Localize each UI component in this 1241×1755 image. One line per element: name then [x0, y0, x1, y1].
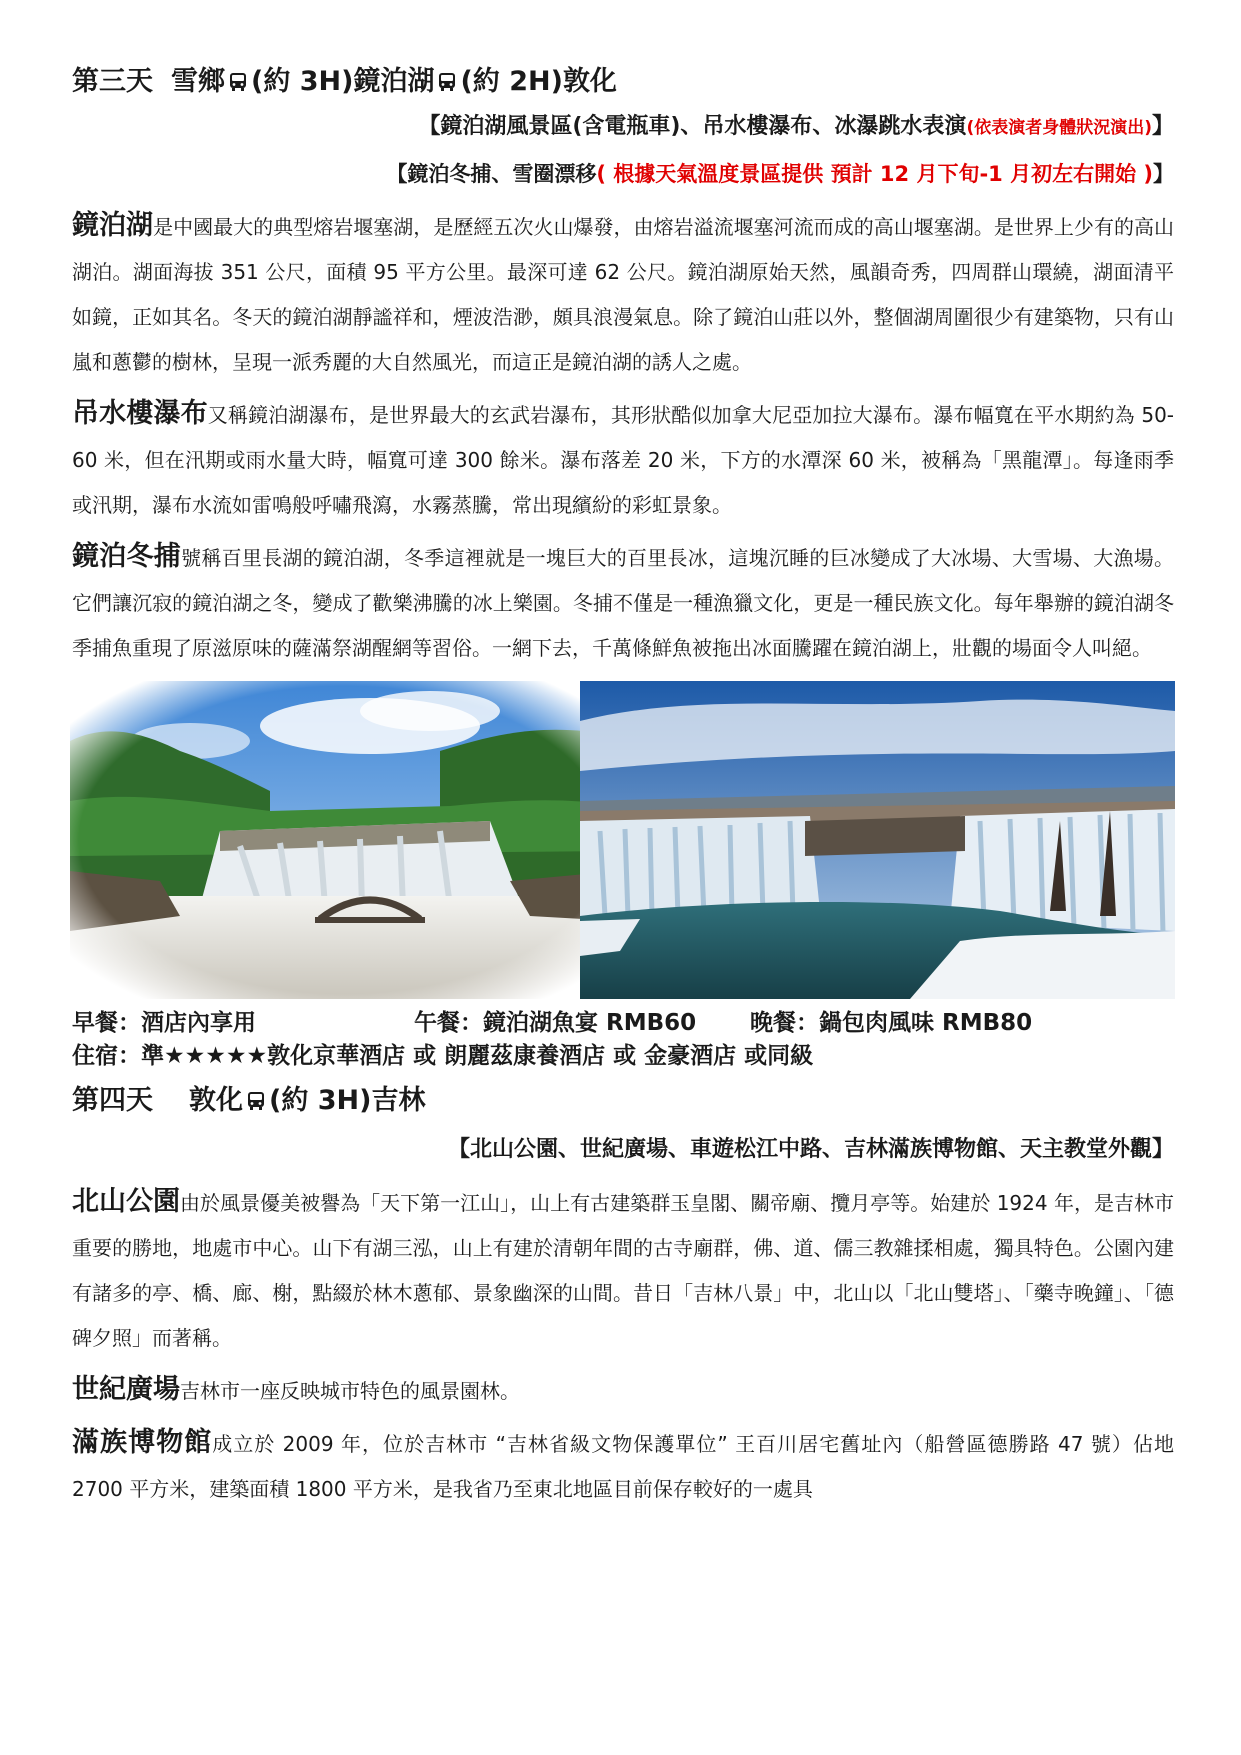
day3-highlights-main: 【鏡泊湖風景區(含電瓶車)、吊水樓瀑布、冰瀑跳水表演 — [418, 114, 967, 139]
day3-optional-close: 】 — [1153, 162, 1174, 186]
day4-from: 敦化 — [189, 1085, 243, 1116]
day3-optional-note: ( 根據天氣溫度景區提供 預計 12 月下旬-1 月初左右開始 ) — [596, 162, 1153, 186]
paragraph-keyword: 鏡泊冬捕 — [72, 541, 182, 572]
day4-highlights: 【北山公園、世紀廣場、車遊松江中路、吉林滿族博物館、天主教堂外觀】 — [447, 1137, 1174, 1162]
photo-row — [72, 681, 1174, 999]
jingpo-lake-paragraph — [72, 203, 1174, 385]
breakfast-info: 早餐：酒店內享用 — [72, 1010, 256, 1036]
paragraph-text: 是中國最大的典型熔岩堰塞湖，是歷經五次火山爆發，由熔岩溢流堰塞河流而成的高山堰塞湖。是世界上少有的高山湖泊。湖面海拔 351 公尺，面積 95 平方公里。最深可達 62 公尺。鏡泊湖原始天然，風韻奇秀，四周群山環繞，湖面清平如鏡，正如其名。冬天的鏡泊湖靜謐祥和，煙波浩渺，頗具浪漫氣息。除了鏡泊山莊以外，整個湖周圍很少有建築物，只有山嵐和蔥鬱的樹林，呈現一派秀麗的大自然風光，而這正是鏡泊湖的誘人之處。 — [72, 215, 1175, 374]
day4-leg1-time: (約 3H) — [269, 1085, 372, 1116]
paragraph-keyword: 北山公園 — [72, 1186, 181, 1217]
day3-leg2-to: 敦化 — [562, 66, 617, 97]
day3-highlights-note: (依表演者身體狀況演出) — [966, 118, 1152, 138]
day3-leg1-to: 鏡泊湖 — [353, 66, 435, 97]
itinerary-page — [72, 60, 1174, 1512]
day3-label: 第三天 — [72, 66, 153, 97]
day4-title — [72, 1079, 1174, 1123]
paragraph-text: 由於風景優美被譽為「天下第一江山」，山上有古建築群玉皇閣、關帝廟、攬月亭等。始建於 1924 年，是吉林市重要的勝地，地處市中心。山下有湖三泓，山上有建於清朝年間的古寺廟群，佛、道、儒三教雜揉相處，獨具特色。公園內建有諸多的亭、橋、廊、榭，點綴於林木蔥郁、景象幽深的山間。昔日「吉林八景」中，北山以「北山雙塔」、「藥寺晚鐘」、「德碑夕照」而著稱。 — [72, 1191, 1174, 1350]
paragraph-keyword: 滿族博物館 — [72, 1427, 213, 1458]
day3-optional — [72, 151, 1174, 197]
diaoshuilou-paragraph — [72, 391, 1174, 528]
day3-from: 雪鄉 — [171, 66, 225, 97]
manchu-museum-paragraph — [72, 1420, 1174, 1512]
frozen-waterfall-winter-photo — [580, 681, 1175, 999]
beishan-park-paragraph — [72, 1179, 1174, 1361]
day3-leg1-time: (約 3H) — [251, 66, 354, 97]
bus-icon — [437, 72, 457, 92]
bus-icon — [228, 72, 248, 92]
winter-fishing-paragraph — [72, 534, 1174, 671]
waterfall-summer-photo — [70, 681, 618, 999]
paragraph-text: 又稱鏡泊湖瀑布，是世界最大的玄武岩瀑布，其形狀酷似加拿大尼亞加拉大瀑布。瀑布幅寬在平水期約為 50-60 米，但在汛期或雨水量大時，幅寬可達 300 餘米。瀑布落差 20 米，下方的水潭深 60 米，被稱為「黑龍潭」。每逢雨季或汛期，瀑布水流如雷鳴般呼嘯飛瀉，水霧蒸騰，常出現繽紛的彩虹景象。 — [72, 403, 1175, 517]
paragraph-text: 吉林市一座反映城市特色的風景園林。 — [180, 1379, 520, 1403]
paragraph-keyword: 吊水樓瀑布 — [72, 398, 208, 429]
bus-icon — [246, 1091, 266, 1111]
day3-leg2-time: (約 2H) — [460, 66, 563, 97]
day3-hotel: 住宿：準★★★★★敦化京華酒店 或 朗麗茲康養酒店 或 金豪酒店 或同級 — [72, 1043, 814, 1069]
paragraph-keyword: 世紀廣場 — [72, 1374, 180, 1405]
day3-highlights-close: 】 — [1151, 114, 1174, 139]
day4-label: 第四天 — [72, 1085, 153, 1116]
lunch-info: 午餐：鏡泊湖魚宴 RMB60 — [414, 1010, 697, 1036]
paragraph-keyword: 鏡泊湖 — [72, 210, 154, 241]
day3-optional-main: 【鏡泊冬捕、雪圈漂移 — [386, 162, 597, 186]
dinner-info: 晚餐：鍋包肉風味 RMB80 — [750, 1010, 1033, 1036]
century-square-paragraph — [72, 1367, 1174, 1414]
day4-leg1-to: 吉林 — [371, 1085, 426, 1116]
paragraph-text: 成立於 2009 年，位於吉林市 “吉林省級文物保護單位” 王百川居宅舊址內（船營區德勝路 47 號）佔地 2700 平方米，建築面積 1800 平方米，是我省乃至東北地區目前保存較好的一處具 — [72, 1432, 1175, 1501]
day3-title — [72, 60, 1174, 104]
day3-highlights — [72, 104, 1174, 151]
paragraph-text: 號稱百里長湖的鏡泊湖，冬季這裡就是一塊巨大的百里長冰，這塊沉睡的巨冰變成了大冰場、大雪場、大漁場。它們讓沉寂的鏡泊湖之冬，變成了歡樂沸騰的冰上樂園。冬捕不僅是一種漁獵文化，更是一種民族文化。每年舉辦的鏡泊湖冬季捕魚重現了原滋原味的薩滿祭湖醒網等習俗。一網下去，千萬條鮮魚被拖出冰面騰躍在鏡泊湖上，壯觀的場面令人叫絕。 — [72, 546, 1175, 660]
day3-meals — [72, 1007, 1174, 1040]
